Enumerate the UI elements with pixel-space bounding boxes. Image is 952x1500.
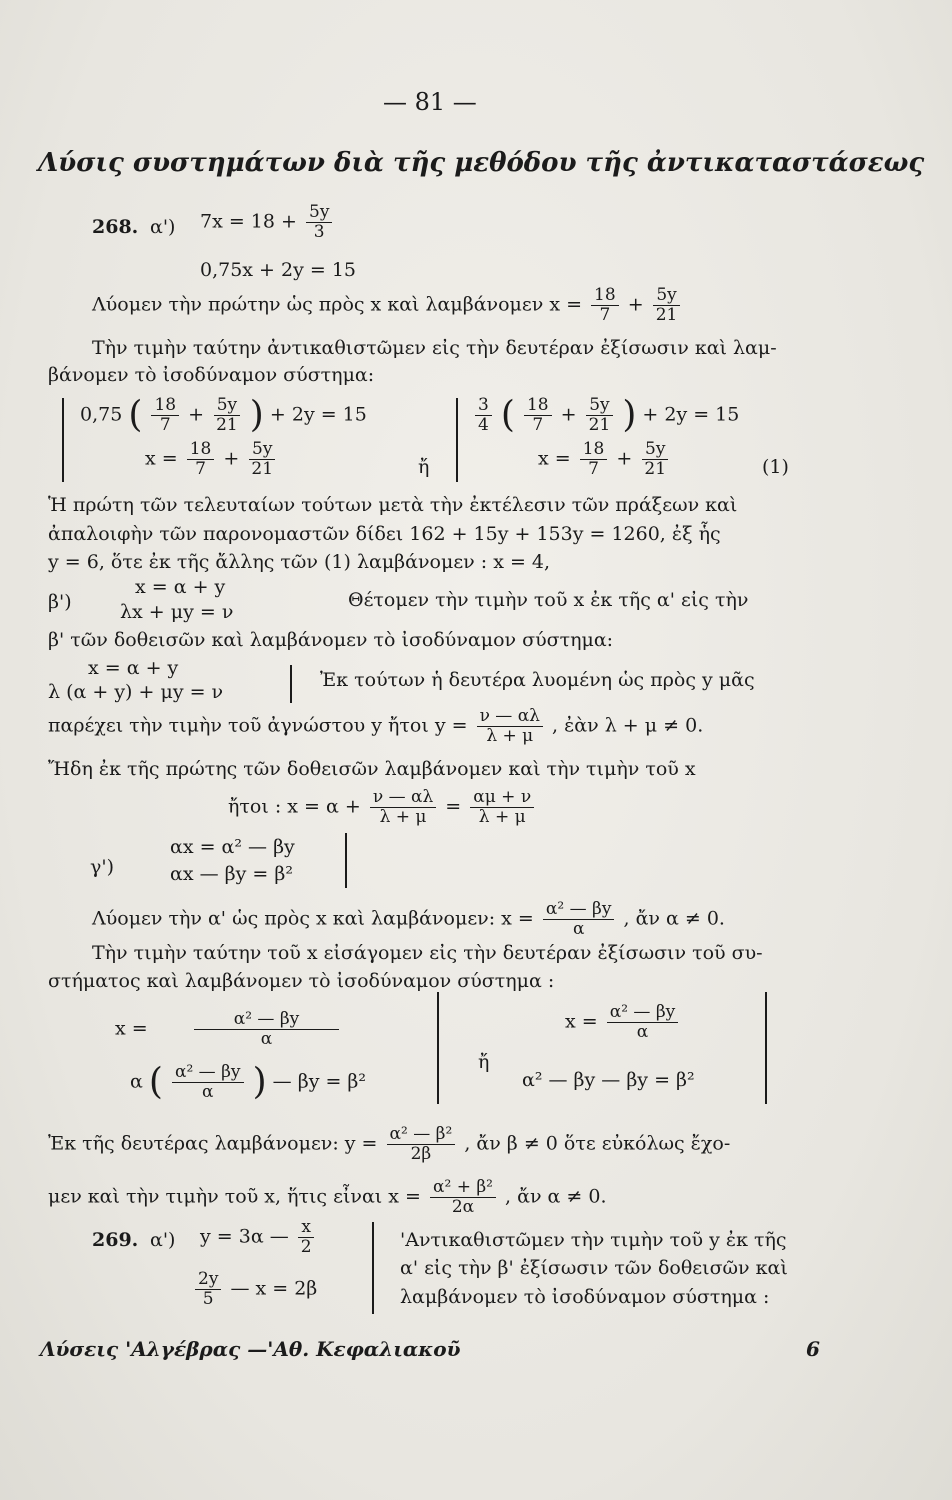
fraction: $\frac{2y}{5}$ [195, 1270, 221, 1309]
fraction: $\frac{x}{2}$ [298, 1218, 315, 1257]
fraction: $\frac{5y}{21}$ [653, 286, 681, 325]
fraction: $\frac{\nu — \alpha\lambda}{\lambda + \mu}$ [477, 707, 543, 746]
eq-268b-sys1: x = α + y [88, 657, 179, 679]
footer-title: Λύσεις 'Αλγέβρας —'Αθ. Κεφαλιακοῦ [40, 1337, 461, 1361]
part-a-label: α') [150, 1229, 176, 1251]
text-line: στήματος καὶ λαμβάνομεν τὸ ἰσοδύναμον σύστημα : [48, 970, 555, 992]
eq-268a-2: 0,75x + 2y = 15 [200, 259, 357, 281]
fraction: $\frac{\text{α² — β²}}{2\beta}$ [387, 1125, 456, 1164]
text-line: ἀπαλοιφὴν τῶν παρονομαστῶν δίδει 162 + 15y + 153y = 1260, ἐξ ἧς [48, 523, 721, 545]
system2-right-eq1: x = $\frac{\text{α² — βy}}{\alpha}$ [565, 1003, 681, 1042]
or-word: ἤ [418, 456, 430, 478]
system-bracket [372, 1222, 374, 1314]
problem-number-268: 268. [92, 216, 139, 238]
fraction: $\frac{3}{4}$ [475, 396, 492, 435]
section-heading: Λύσις συστημάτων διὰ τῆς μεθόδου τῆς ἀντικαταστάσεως [38, 148, 925, 178]
or-word: ἤ [478, 1051, 490, 1073]
text-line: 'Αντικαθιστῶμεν τὴν τιμὴν τοῦ y ἐκ τῆς [400, 1229, 787, 1251]
text-line: Λύομεν τὴν α' ὡς πρὸς x καὶ λαμβάνομεν: x = $\frac{\text{α² — βy}}{\alpha}$ , ἄν α ≠ 0. [92, 899, 725, 939]
fraction: $\frac{18}{7}$ [591, 286, 619, 325]
fraction: $\frac{5y}{21}$ [248, 440, 276, 479]
text-line: μεν καὶ τὴν τιμὴν τοῦ x, ἥτις εἶναι x = $\frac{\text{α² + β²}}{2\alpha}$ , ἄν α ≠ 0. [48, 1177, 607, 1217]
equation-ref: (1) [762, 456, 789, 478]
system2-right-eq2: α² — βy — βy = β² [522, 1069, 695, 1091]
system2-left-eq1: x = $\frac{\text{α² — βy}}{\alpha}$ [115, 1010, 342, 1049]
part-b-label: β') [48, 591, 72, 613]
text-line: α' εἰς τὴν β' ἐξίσωσιν τῶν δοθεισῶν καὶ [400, 1257, 788, 1279]
text-line: Θέτομεν τὴν τιμὴν τοῦ x ἐκ τῆς α' εἰς τὴν [348, 589, 749, 611]
fraction: $\frac{\text{α² — βy}}{\alpha}$ [607, 1003, 679, 1042]
eq-268b-1: x = α + y [135, 576, 226, 598]
system-bracket-left [62, 398, 64, 482]
page-number: — 81 — [383, 88, 477, 116]
text-line: Τὴν τιμὴν ταύτην τοῦ x εἰσάγομεν εἰς τὴν δευτέραν ἐξίσωσιν τοῦ συ- [92, 942, 763, 964]
text-line: Ἐκ τούτων ἡ δευτέρα λυομένη ὡς πρὸς y μᾶς [320, 669, 755, 691]
eq-268c-2: αx — βy = β² [170, 863, 293, 885]
problem-number-269: 269. [92, 1229, 139, 1251]
eq-268b-2: λx + μy = ν [120, 601, 234, 623]
fraction: $\frac{\alpha\mu + \nu}{\lambda + \mu}$ [470, 788, 534, 827]
fraction: $\frac{5y}{21}$ [213, 396, 241, 435]
system-right-eq2: x = $\frac{18}{7}$ + $\frac{5y}{21}$ [538, 440, 672, 479]
fraction: $\frac{\text{α² — βy}}{\alpha}$ [172, 1063, 244, 1102]
system-bracket-right [456, 398, 458, 482]
part-a-label: α') [150, 216, 176, 238]
text-line: Ἐκ τῆς δευτέρας λαμβάνομεν: y = $\frac{\text{α² — β²}}{2\beta}$ , ἄν β ≠ 0 ὅτε εὐκόλως ἔχο- [48, 1124, 731, 1164]
eq-268c-1: αx = α² — βy [170, 836, 295, 858]
system-left-eq1: 0,75 ( $\frac{18}{7}$ + $\frac{5y}{21}$ ) + 2y = 15 [80, 394, 367, 436]
eq-268b-sys2: λ (α + y) + μy = ν [48, 681, 224, 703]
text-line: y = 6, ὅτε ἐκ τῆς ἄλλης τῶν (1) λαμβάνομεν : x = 4, [48, 551, 551, 573]
text-line: Ἡ πρώτη τῶν τελευταίων τούτων μετὰ τὴν ἐκτέλεσιν τῶν πράξεων καὶ [48, 494, 738, 516]
fraction: $\frac{18}{7}$ [151, 396, 179, 435]
fraction: $\frac{18}{7}$ [580, 440, 608, 479]
text-line: βάνομεν τὸ ἰσοδύναμον σύστημα: [48, 364, 375, 386]
fraction: $\frac{\text{α² — βy}}{\alpha}$ [543, 900, 615, 939]
fraction: $\frac{18}{7}$ [524, 396, 552, 435]
text-line: Τὴν τιμὴν ταύτην ἀντικαθιστῶμεν εἰς τὴν δευτέραν ἐξίσωσιν καὶ λαμ- [92, 337, 777, 359]
fraction: $\frac{5y}{21}$ [641, 440, 669, 479]
system-right-eq1: $\frac{3}{4}$ ( $\frac{18}{7}$ + $\frac{5y}{21}$ ) + 2y = 15 [472, 396, 739, 435]
fraction: $\frac{\nu — \alpha\lambda}{\lambda + \mu}$ [370, 788, 436, 827]
fraction: $\frac{5y}{3}$ [306, 203, 332, 242]
text-line: Ἤδη ἐκ τῆς πρώτης τῶν δοθεισῶν λαμβάνομεν καὶ τὴν τιμὴν τοῦ x [48, 758, 696, 780]
fraction: $\frac{\text{α² + β²}}{2\alpha}$ [430, 1178, 496, 1217]
eq-268a-1: 7x = 18 + $\frac{5y}{3}$ [200, 203, 335, 242]
footer-signature-mark: 6 [806, 1337, 820, 1361]
text-line: παρέχει τὴν τιμὴν τοῦ ἀγνώστου y ἤτοι y = $\frac{\nu — \alpha\lambda}{\lambda + \mu}$ , ἐὰν λ + μ ≠ 0. [48, 706, 704, 746]
eq-269a-2: $\frac{2y}{5}$ — x = 2β [192, 1270, 317, 1309]
solve-line: Λύομεν τὴν πρώτην ὡς πρὸς x καὶ λαμβάνομεν x = $\frac{18}{7}$ + $\frac{5y}{21}$ [92, 286, 683, 325]
fraction: $\frac{\text{α² — βy}}{\alpha}$ [194, 1010, 340, 1049]
system-bracket [290, 665, 292, 703]
system-bracket [345, 833, 347, 888]
text-line: β' τῶν δοθεισῶν καὶ λαμβάνομεν τὸ ἰσοδύναμον σύστημα: [48, 629, 614, 651]
system-bracket [765, 992, 767, 1104]
eq-269a-1: y = 3α — $\frac{x}{2}$ [200, 1218, 318, 1257]
fraction: $\frac{5y}{21}$ [586, 396, 614, 435]
part-c-label: γ') [90, 856, 114, 878]
text-line: ἤτοι : x = α + $\frac{\nu — \alpha\lambda}{\lambda + \mu}$ = $\frac{\alpha\mu + \nu}{\lambda + \mu}$ [228, 788, 537, 827]
system-left-eq2: x = $\frac{18}{7}$ + $\frac{5y}{21}$ [145, 440, 279, 479]
fraction: $\frac{18}{7}$ [187, 440, 215, 479]
system-bracket [437, 992, 439, 1104]
text-line: λαμβάνομεν τὸ ἰσοδύναμον σύστημα : [400, 1286, 770, 1308]
system2-left-eq2: α ( $\frac{\text{α² — βy}}{\alpha}$ ) — βy = β² [130, 1061, 367, 1103]
